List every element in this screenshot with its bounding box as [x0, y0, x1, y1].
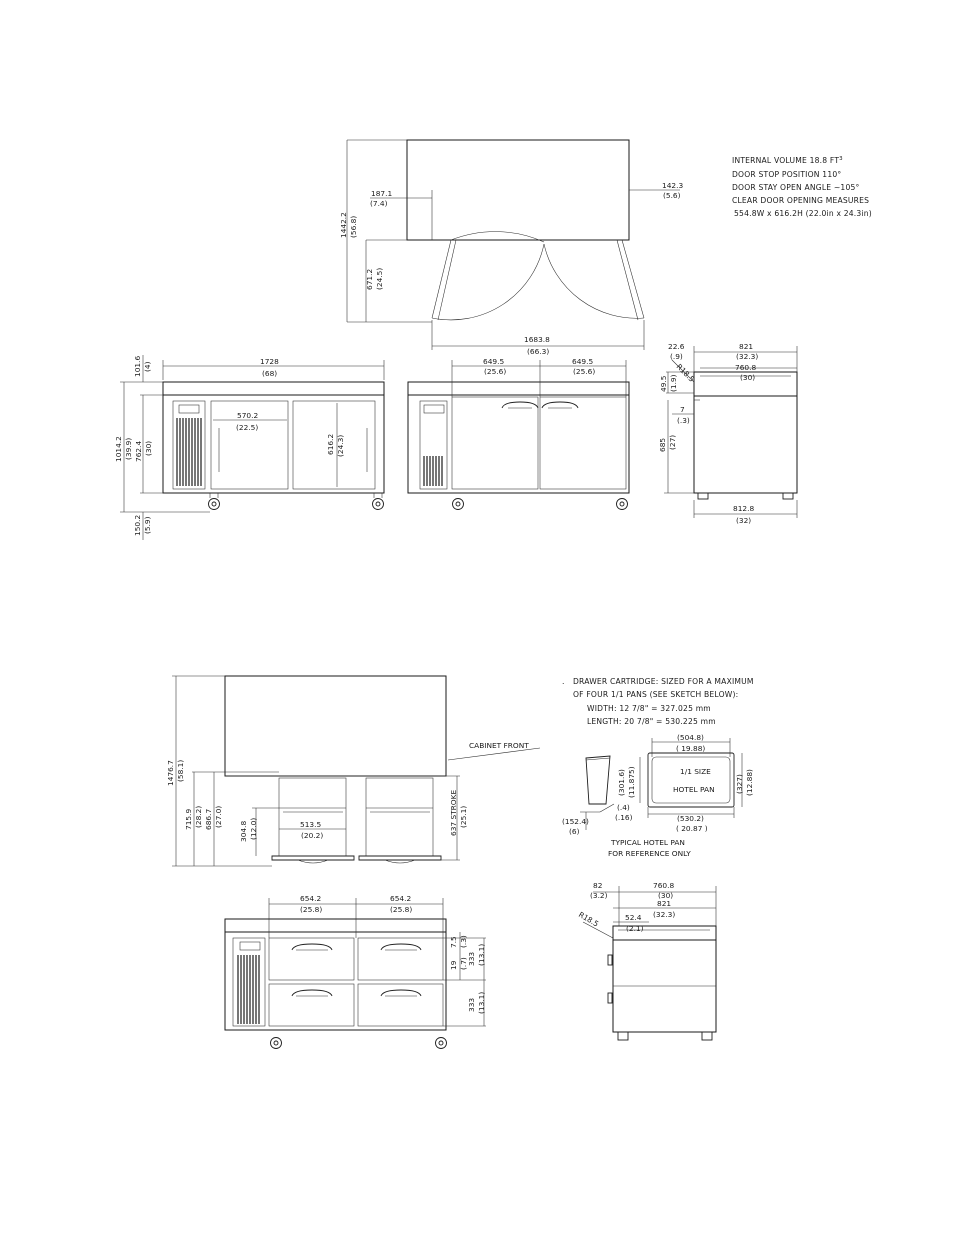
dim-swing-width: 1683.8: [524, 335, 550, 344]
dim-door-height: 671.2: [365, 268, 374, 290]
svg-text:INTERNAL VOLUME 18.8 FT3: INTERNAL VOLUME 18.8 $FT^3$: [732, 156, 843, 165]
dim-drawer-gap1: 7.5: [449, 936, 458, 948]
dim-ds-d: 52.4: [625, 913, 642, 922]
svg-text:(6): (6): [569, 827, 580, 836]
hotel-pan-sketch: [562, 733, 754, 858]
drawer-notes: [562, 677, 754, 726]
dim-body-height: 762.4: [134, 440, 143, 462]
note-pan-width: WIDTH: 12 7/8" = 327.025 mm: [587, 704, 711, 713]
pan-dim-depth: (152.4): [562, 817, 589, 826]
note-internal-volume: INTERNAL VOLUME 18.8 FT: [732, 156, 840, 165]
dim-height: 1014.2: [114, 436, 123, 462]
svg-text:(56.8): (56.8): [349, 215, 358, 238]
worktop-closed: [408, 382, 629, 395]
dim-ds-c: 821: [657, 899, 672, 908]
drawer-caster-left: [271, 1038, 282, 1049]
svg-text:(.3): (.3): [459, 935, 468, 948]
dim-door-width-right: 649.5: [572, 357, 594, 366]
dim-drawer-low: 686.7: [204, 808, 213, 830]
dim-drawer-overall: 1476.7: [166, 760, 175, 786]
svg-text:(39.9): (39.9): [124, 437, 133, 460]
note-door-stop: DOOR STOP POSITION 110°: [732, 170, 842, 179]
top-plan-view: [339, 140, 683, 356]
condenser-grille-right: [424, 456, 442, 486]
svg-text:.: .: [562, 677, 565, 686]
svg-text:(30): (30): [740, 373, 756, 382]
caster-closed-right: [617, 499, 628, 510]
dim-side-back: 49.5: [659, 375, 668, 392]
dim-drawer-front-w1: 654.2: [300, 894, 322, 903]
dim-opening-width: 570.2: [237, 411, 259, 420]
svg-text:(11.875): (11.875): [627, 766, 636, 798]
dim-left-offset: 187.1: [371, 189, 393, 198]
pan-dim-left: (301.6): [617, 769, 626, 796]
dim-drawer-stroke: 637 STROKE: [449, 789, 458, 836]
svg-text:(20.2): (20.2): [301, 831, 324, 840]
dim-side-lip: 22.6: [668, 342, 685, 351]
dim-drawer-mid: 715.9: [184, 808, 193, 830]
notes-top: [732, 156, 872, 218]
svg-text:(25.1): (25.1): [459, 805, 468, 828]
svg-text:(25.8): (25.8): [390, 905, 413, 914]
svg-text:(66.3): (66.3): [527, 347, 550, 356]
svg-text:(58.1): (58.1): [176, 759, 185, 782]
pan-dim-lip: (.4): [617, 803, 630, 812]
svg-text:(12.0): (12.0): [249, 817, 258, 840]
pan-dim-top: (504.8): [677, 733, 704, 742]
cabinet-front: [163, 395, 384, 493]
pan-dim-right: (327): [735, 774, 744, 794]
svg-text:( 19.88): ( 19.88): [676, 744, 706, 753]
drawer-cabinet: [225, 932, 446, 1030]
left-door-open: [432, 240, 451, 318]
dim-overall-height: 1442.2: [339, 212, 348, 238]
svg-text:(.3): (.3): [677, 416, 690, 425]
note-drawer-cartridge: DRAWER CARTRIDGE: SIZED FOR A MAXIMUM: [573, 677, 754, 686]
label-cabinet-front: CABINET FRONT: [469, 741, 529, 750]
worktop: [163, 382, 384, 395]
svg-text:(4): (4): [143, 361, 152, 372]
svg-text:(13.1): (13.1): [477, 943, 486, 966]
note-pan-length: LENGTH: 20 7/8" = 530.225 mm: [587, 717, 716, 726]
svg-text:(.16): (.16): [615, 813, 633, 822]
note-clear-opening: CLEAR DOOR OPENING MEASURES: [732, 196, 870, 205]
svg-text:(28.2): (28.2): [194, 805, 203, 828]
right-door-open: [622, 240, 644, 318]
svg-text:(27.0): (27.0): [214, 805, 223, 828]
svg-text:(32): (32): [736, 516, 752, 525]
svg-text:(25.8): (25.8): [300, 905, 323, 914]
drawer-worktop: [225, 919, 446, 932]
dim-opening-height: 616.2: [326, 433, 335, 455]
pan-side-profile: [586, 756, 610, 804]
drawer-open-left: [272, 856, 354, 860]
svg-text:( 20.87 ): ( 20.87 ): [676, 824, 708, 833]
drawer-side-view: [166, 676, 540, 866]
note-four-pans: OF FOUR 1/1 PANS (SEE SKETCH BELOW):: [573, 690, 739, 699]
pan-caption-typical: TYPICAL HOTEL PAN: [611, 838, 685, 847]
dim-overall-width: 1728: [260, 357, 279, 366]
svg-text:(24.3): (24.3): [336, 434, 345, 457]
svg-text:(27): (27): [668, 434, 677, 450]
dim-side-step: 7: [680, 405, 685, 414]
dim-drawer-d2: 333: [467, 997, 476, 1012]
pan-plan-outer: [648, 753, 734, 807]
dim-drawer-d1: 333: [467, 951, 476, 966]
svg-text:(25.6): (25.6): [573, 367, 596, 376]
dim-side-height: 685: [658, 437, 667, 452]
caster-left: [209, 499, 220, 510]
svg-text:(30): (30): [144, 440, 153, 456]
caster-closed-left: [453, 499, 464, 510]
dim-drawer-height: 304.8: [239, 820, 248, 842]
pan-caption-reference: FOR REFERENCE ONLY: [608, 849, 691, 858]
dim-caster-height: 150.2: [133, 514, 142, 536]
svg-text:(5.9): (5.9): [143, 516, 152, 534]
svg-text:(.7): (.7): [459, 957, 468, 970]
dim-drawer-gap2: 19: [449, 960, 458, 970]
caster-right: [373, 499, 384, 510]
cabinet-front-closed: [408, 395, 629, 493]
note-door-stay: DOOR STAY OPEN ANGLE ~105°: [732, 183, 860, 192]
dim-side-base: 812.8: [733, 504, 755, 513]
front-view-closed: [408, 357, 629, 510]
dim-ds-radius: R18.5: [577, 909, 601, 929]
svg-text:(32.3): (32.3): [736, 352, 759, 361]
svg-text:(5.6): (5.6): [663, 191, 681, 200]
svg-text:(13.1): (13.1): [477, 991, 486, 1014]
dim-ds-a: 82: [593, 881, 603, 890]
left-door-arc: [432, 244, 544, 320]
front-view-open: [114, 355, 384, 540]
svg-text:(.9): (.9): [670, 352, 683, 361]
svg-text:(24.5): (24.5): [375, 267, 384, 290]
svg-text:(12.88): (12.88): [745, 769, 754, 796]
svg-text:(32.3): (32.3): [653, 910, 676, 919]
svg-text:(1.9): (1.9): [669, 374, 678, 392]
pan-label-size: 1/1 SIZE: [680, 767, 711, 776]
drawer-side-profile: [577, 881, 716, 1040]
dim-right-offset: 142.3: [662, 181, 684, 190]
dim-side-inner: 760.8: [735, 363, 757, 372]
dim-side-radius: R18.5: [674, 362, 697, 384]
drawer-open-right: [359, 856, 441, 860]
svg-text:(2.1): (2.1): [626, 924, 644, 933]
dim-door-width-left: 649.5: [483, 357, 505, 366]
drawer-cabinet-top: [225, 676, 446, 776]
pan-plan-inner: [652, 757, 730, 803]
svg-text:(22.5): (22.5): [236, 423, 259, 432]
side-body: [694, 396, 797, 493]
right-door-arc: [544, 244, 644, 318]
svg-text:(3.2): (3.2): [590, 891, 608, 900]
note-opening-size: 554.8W x 616.2H (22.0in x 24.3in): [734, 209, 872, 218]
svg-text:(68): (68): [262, 369, 278, 378]
dim-side-depth: 821: [739, 342, 754, 351]
drawer-front-view: [225, 894, 486, 1049]
svg-text:(30): (30): [658, 891, 674, 900]
pan-label-name: HOTEL PAN: [673, 785, 715, 794]
dim-top-gap: 101.6: [133, 355, 142, 377]
cabinet-top-plan: [407, 140, 629, 240]
dim-drawer-front-w2: 654.2: [390, 894, 412, 903]
svg-text:(7.4): (7.4): [370, 199, 388, 208]
drawer-caster-right: [436, 1038, 447, 1049]
dim-drawer-width: 513.5: [300, 820, 322, 829]
pan-dim-bottom: (530.2): [677, 814, 704, 823]
side-view-top: [658, 342, 797, 525]
dim-ds-b: 760.8: [653, 881, 675, 890]
svg-text:(25.6): (25.6): [484, 367, 507, 376]
